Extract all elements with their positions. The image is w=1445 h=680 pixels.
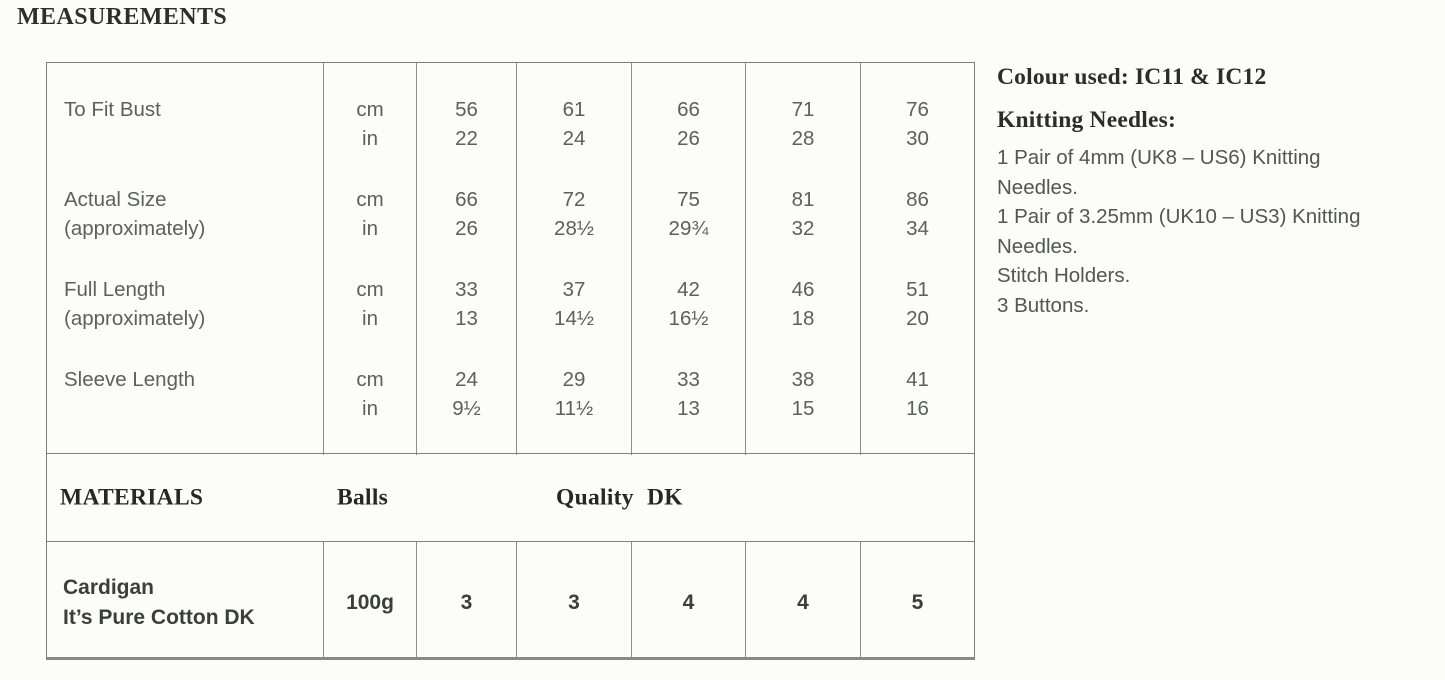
side-panel [997, 64, 1443, 320]
value-pair: 46 18 [791, 278, 815, 330]
size-column-3 [631, 63, 745, 455]
size-column-4 [745, 63, 860, 455]
balls-count-cell: 3 [416, 542, 516, 657]
value-pair: 24 9½ [452, 368, 481, 420]
value-pair: 72 28½ [554, 188, 594, 240]
value-pair: 33 13 [455, 278, 478, 330]
needles-line: 1 Pair of 3.25mm (UK10 – US3) Knitting [997, 205, 1361, 228]
value-pair: 66 26 [677, 98, 700, 150]
value-pair: 61 24 [562, 98, 586, 150]
measurement-labels-column [47, 63, 323, 455]
value-pair: 71 28 [791, 98, 815, 150]
value-pair: 81 32 [791, 188, 815, 240]
value-pair: 51 20 [906, 278, 929, 330]
materials-heading: MATERIALS [60, 484, 204, 510]
page-title: MEASUREMENTS [17, 4, 228, 30]
balls-count-cell: 4 [745, 542, 860, 657]
value-pair: 33 13 [677, 368, 700, 420]
measurement-label: Full Length (approximately) [64, 278, 206, 330]
needles-line: Needles. [997, 175, 1078, 199]
stitch-holders-line: Stitch Holders. [997, 264, 1131, 287]
balls-count-cell: 4 [631, 542, 745, 657]
balls-column-heading: Balls [337, 484, 389, 510]
unit-pair: cm in [356, 188, 384, 240]
balls-count-cell: 5 [860, 542, 974, 657]
unit-pair: cm in [356, 368, 384, 420]
units-column [323, 63, 416, 455]
quality-heading: Quality DK [556, 484, 683, 510]
value-pair: 38 15 [791, 368, 815, 420]
measurement-label: Actual Size (approximately) [64, 188, 206, 240]
value-pair: 75 29¾ [668, 188, 709, 240]
unit-pair: cm in [356, 278, 384, 330]
yarn-name-cell: Cardigan It’s Pure Cotton DK [63, 575, 255, 629]
materials-header-row [47, 453, 974, 541]
value-pair: 37 14½ [554, 278, 594, 330]
value-pair: 86 34 [906, 188, 929, 240]
buttons-line: 3 Buttons. [997, 293, 1090, 317]
ball-weight-cell: 100g [323, 542, 416, 657]
sizes-section [47, 63, 974, 453]
value-pair: 76 30 [906, 98, 929, 150]
balls-count-cell: 3 [516, 542, 631, 657]
unit-pair: cm in [356, 98, 384, 150]
value-pair: 42 16½ [668, 278, 709, 330]
value-pair: 41 16 [906, 368, 929, 420]
size-column-2 [516, 63, 631, 455]
value-pair: 56 22 [455, 98, 478, 150]
colour-used-heading: Colour used: IC11 & IC12 [997, 64, 1267, 90]
value-pair: 66 26 [455, 188, 478, 240]
knitting-needles-heading: Knitting Needles: [997, 107, 1176, 133]
needles-line: 1 Pair of 4mm (UK8 – US6) Knitting [997, 146, 1321, 169]
value-pair: 29 11½ [554, 368, 594, 420]
needles-line: Needles. [997, 234, 1078, 258]
materials-data-row [47, 541, 974, 657]
measurement-label: Sleeve Length [64, 368, 196, 391]
size-column-5 [860, 63, 974, 455]
measurements-table [46, 62, 975, 660]
size-column-1 [416, 63, 516, 455]
measurement-label: To Fit Bust [64, 98, 161, 121]
